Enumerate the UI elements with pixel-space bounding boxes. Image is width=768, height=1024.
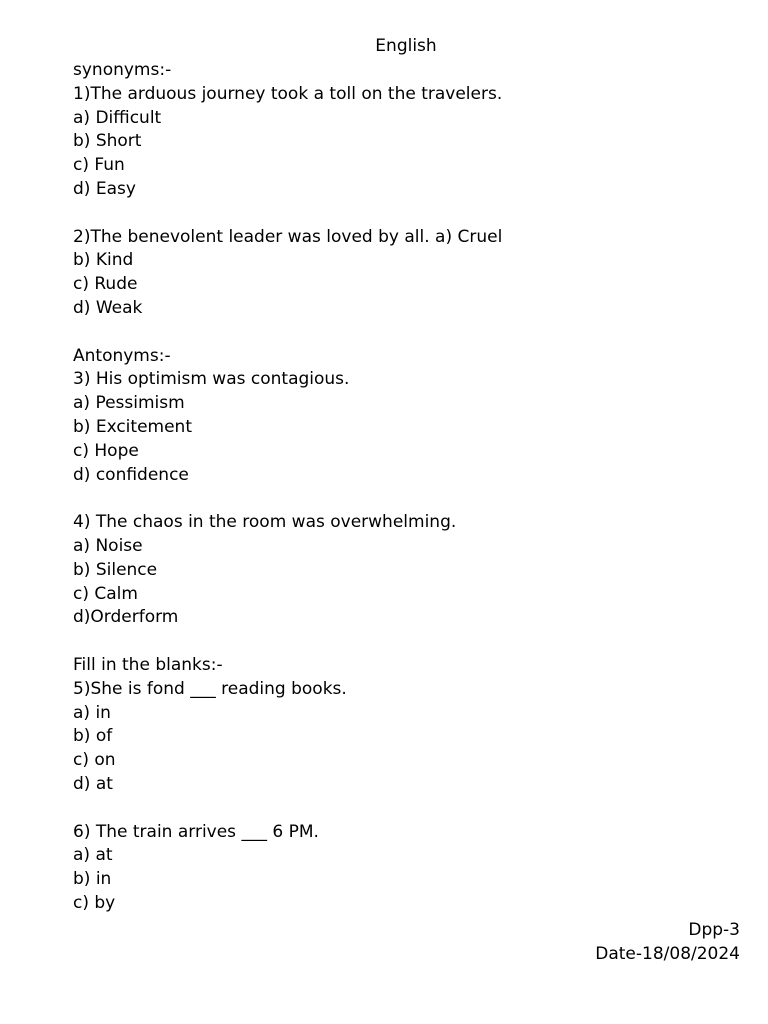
antonyms-heading: Antonyms:- [73, 345, 171, 366]
q5-option-b: b) of [73, 726, 113, 747]
q4-option-c: c) Calm [73, 583, 138, 604]
q3-option-b: b) Excitement [73, 416, 192, 437]
question-1: 1)The arduous journey took a toll on the travelers. [73, 83, 503, 104]
q2-option-c: c) Rude [73, 274, 138, 295]
question-3: 3) His optimism was contagious. [73, 369, 350, 390]
fill-blanks-heading: Fill in the blanks:- [73, 654, 223, 675]
question-4: 4) The chaos in the room was overwhelming. [73, 512, 457, 533]
q1-option-a: a) Difficult [73, 107, 162, 128]
question-6: 6) The train arrives ___ 6 PM. [73, 821, 319, 842]
spacer [73, 321, 733, 345]
q3-option-d: d) confidence [73, 464, 189, 485]
q6-option-a: a) at [73, 845, 113, 866]
q4-option-d: d)Orderform [73, 607, 179, 628]
q1-option-d: d) Easy [73, 178, 136, 199]
worksheet-body [73, 59, 733, 916]
q5-option-d: d) at [73, 773, 113, 794]
q4-option-b: b) Silence [73, 559, 158, 580]
q3-option-c: c) Hope [73, 440, 139, 461]
q2-option-b: b) Kind [73, 250, 134, 271]
question-5: 5)She is fond ___ reading books. [73, 678, 347, 699]
q6-option-c: c) by [73, 892, 116, 913]
q1-option-b: b) Short [73, 131, 142, 152]
q1-option-c: c) Fun [73, 155, 125, 176]
q4-option-a: a) Noise [73, 535, 143, 556]
q6-option-b: b) in [73, 869, 112, 890]
document-date: Date-18/08/2024 [595, 944, 740, 964]
page-title: English [375, 36, 437, 56]
question-2: 2)The benevolent leader was loved by all. a) Cruel [73, 226, 503, 247]
q5-option-c: c) on [73, 750, 116, 771]
page-footer [595, 918, 740, 966]
q5-option-a: a) in [73, 702, 111, 723]
q3-option-a: a) Pessimism [73, 393, 185, 414]
synonyms-heading: synonyms:- [73, 60, 172, 80]
q2-option-d: d) Weak [73, 297, 143, 318]
spacer [73, 630, 733, 654]
spacer [73, 797, 733, 821]
spacer [73, 202, 733, 226]
dpp-code: Dpp-3 [688, 920, 740, 940]
spacer [73, 487, 733, 511]
